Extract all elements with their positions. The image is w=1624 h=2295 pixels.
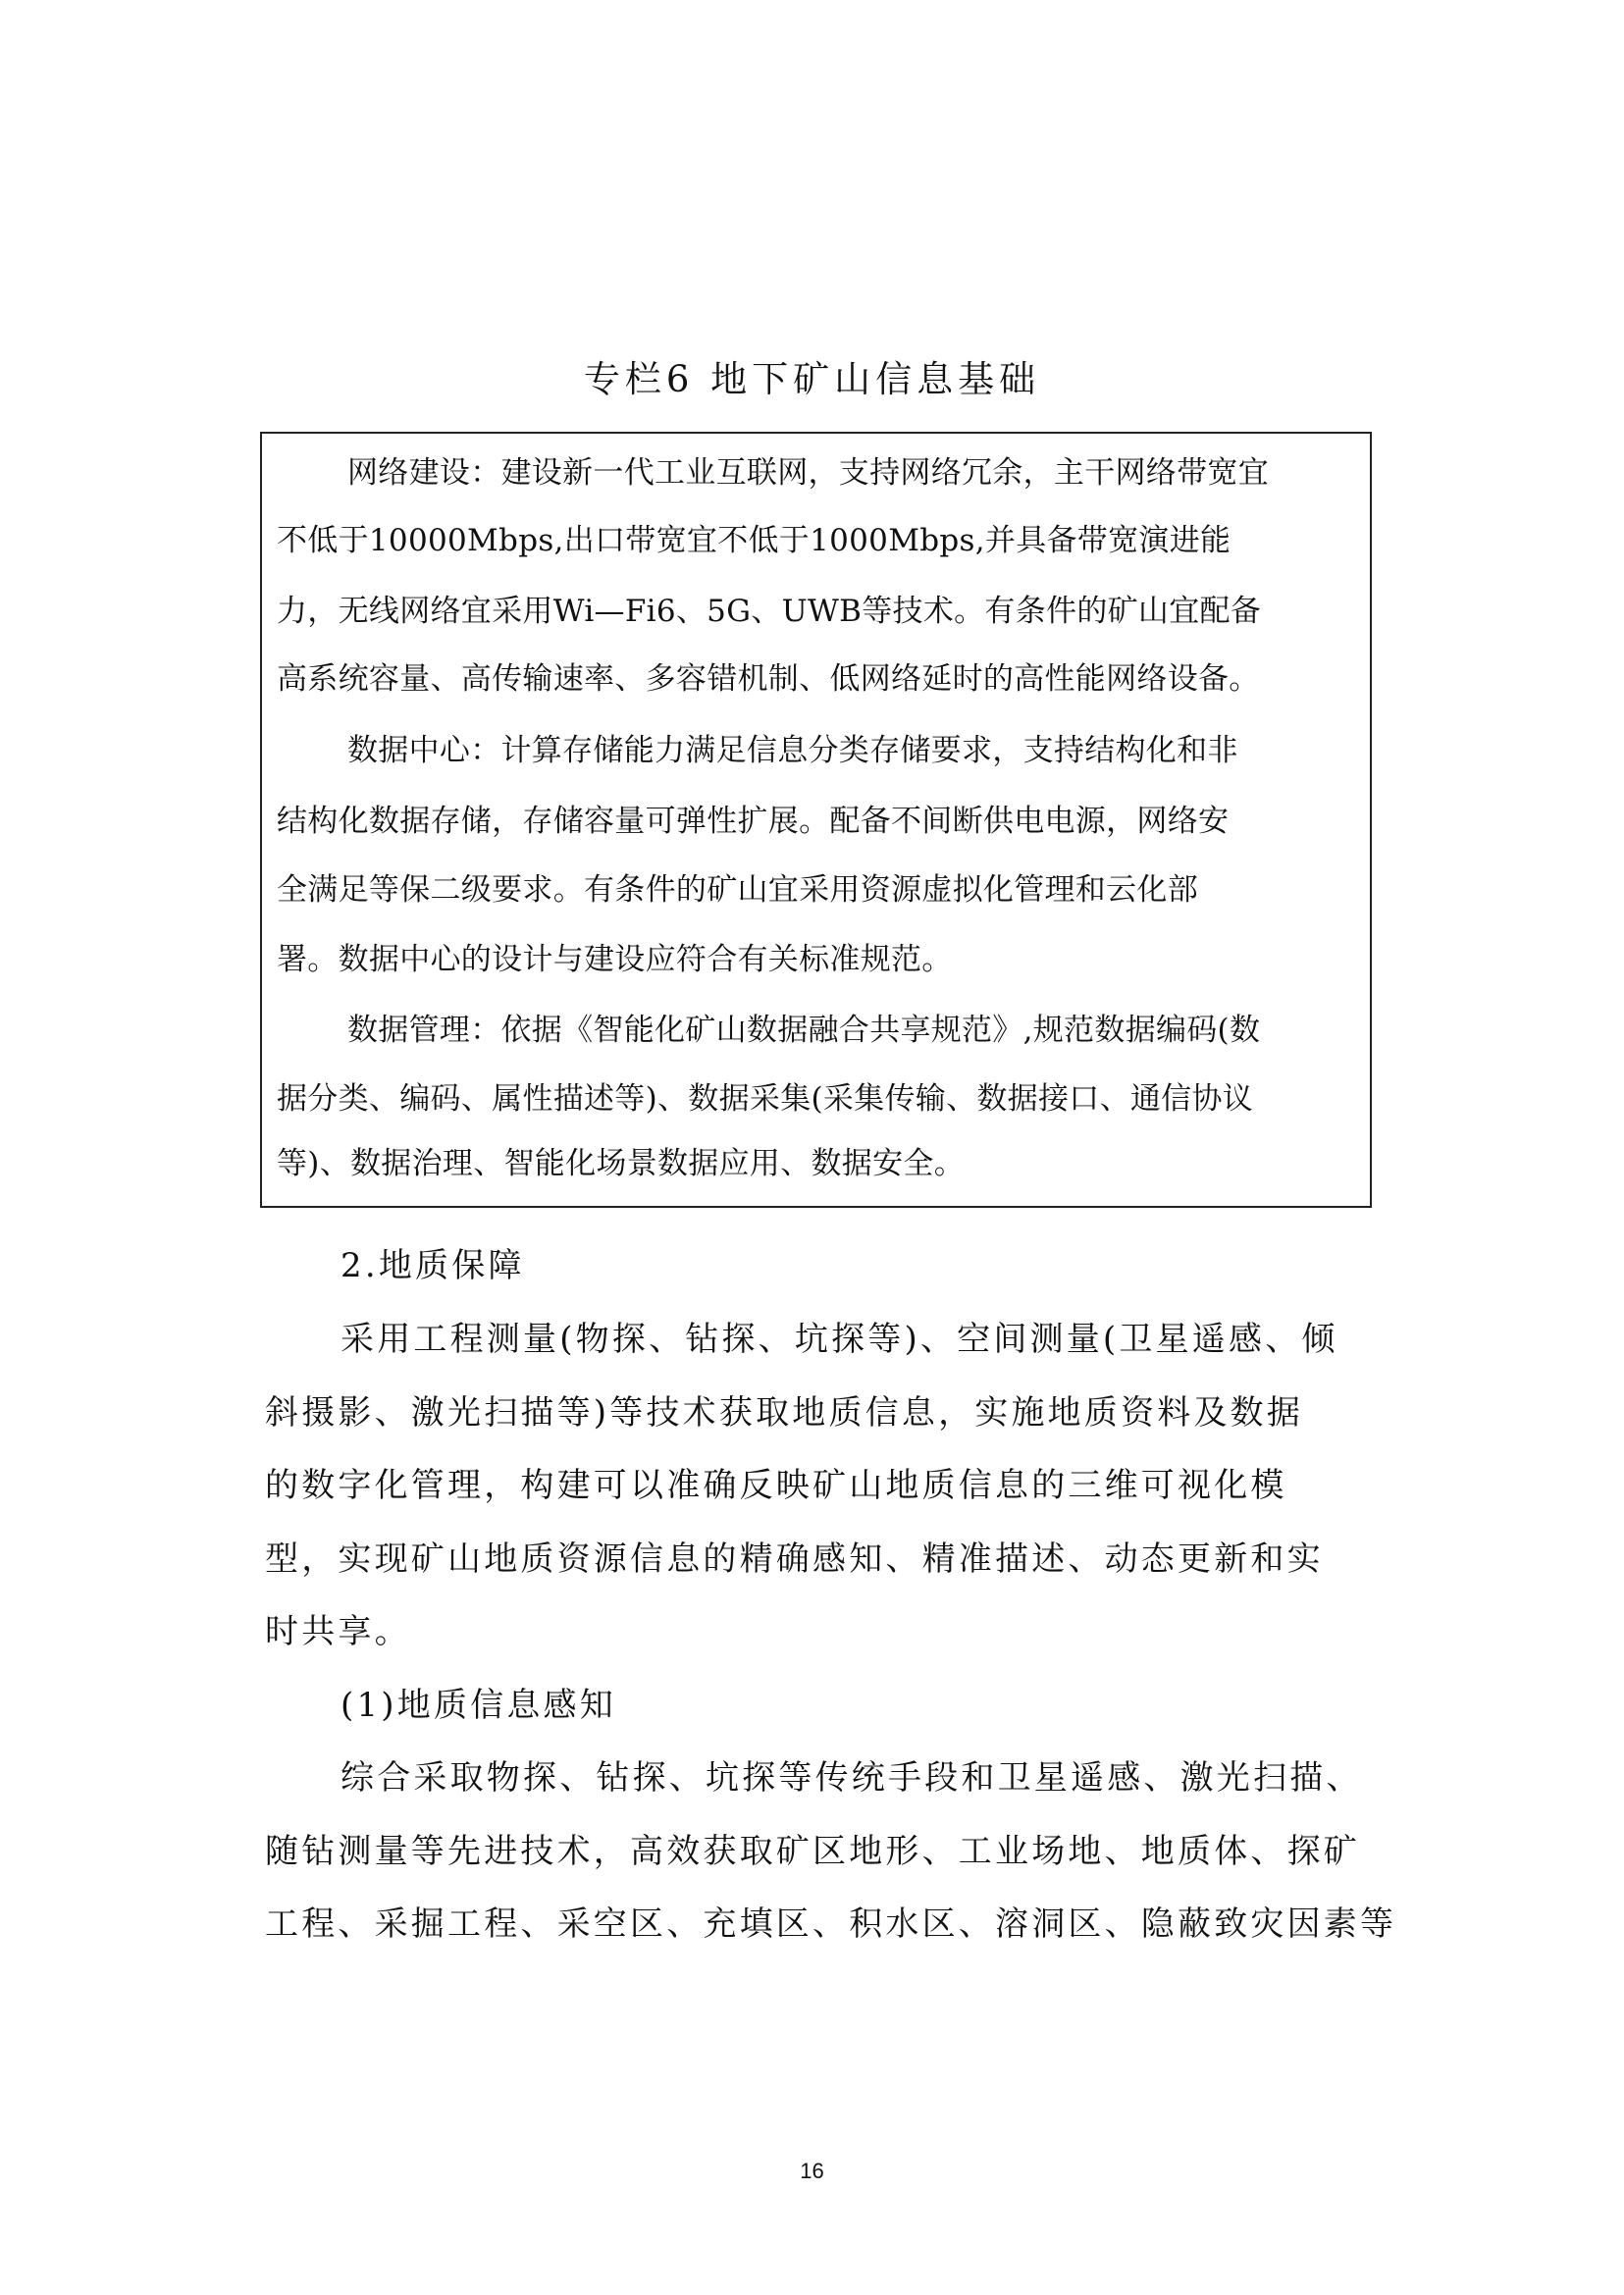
paragraph-line: 的数字化管理，构建可以准确反映矿山地质信息的三维可视化模 bbox=[265, 1466, 1287, 1505]
box-line: 数据管理：依据《智能化矿山数据融合共享规范》,规范数据编码(数 bbox=[347, 1013, 1261, 1048]
paragraph-line: 工程、采掘工程、采空区、充填区、积水区、溶洞区、隐蔽致灾因素等 bbox=[265, 1904, 1397, 1944]
box-line: 网络建设：建设新一代工业互联网，支持网络冗余，主干网络带宽宜 bbox=[347, 455, 1269, 491]
box-title: 专栏6 地下矿山信息基础 bbox=[583, 358, 1041, 400]
box-line: 数据中心：计算存储能力满足信息分类存储要求，支持结构化和非 bbox=[347, 733, 1238, 768]
paragraph-line: 时共享。 bbox=[265, 1612, 411, 1651]
page-number: 16 bbox=[800, 2159, 824, 2183]
box-line: 据分类、编码、属性描述等)、数据采集(采集传输、数据接口、通信协议 bbox=[277, 1081, 1254, 1117]
box-line: 等)、数据治理、智能化场景数据应用、数据安全。 bbox=[277, 1146, 965, 1181]
paragraph-line: 随钻测量等先进技术，高效获取矿区地形、工业场地、地质体、探矿 bbox=[265, 1832, 1360, 1871]
box-line: 力，无线网络宜采用Wi—Fi6、5G、UWB等技术。有条件的矿山宜配备 bbox=[277, 594, 1262, 629]
subsection-heading: (1)地质信息感知 bbox=[341, 1686, 616, 1725]
box-line: 高系统容量、高传输速率、多容错机制、低网络延时的高性能网络设备。 bbox=[277, 661, 1260, 697]
section-heading: 2.地质保障 bbox=[341, 1246, 525, 1285]
paragraph-line: 采用工程测量(物探、钻探、坑探等)、空间测量(卫星遥感、倾 bbox=[341, 1320, 1338, 1359]
paragraph-line: 综合采取物探、钻探、坑探等传统手段和卫星遥感、激光扫描、 bbox=[341, 1758, 1363, 1798]
box-line: 结构化数据存储，存储容量可弹性扩展。配备不间断供电电源，网络安 bbox=[277, 804, 1230, 839]
box-line: 不低于10000Mbps,出口带宽宜不低于1000Mbps,并具备带宽演进能 bbox=[277, 523, 1231, 558]
paragraph-line: 型，实现矿山地质资源信息的精确感知、精准描述、动态更新和实 bbox=[265, 1539, 1324, 1579]
paragraph-line: 斜摄影、激光扫描等)等技术获取地质信息，实施地质资料及数据 bbox=[265, 1393, 1304, 1433]
box-line: 全满足等保二级要求。有条件的矿山宜采用资源虚拟化管理和云化部 bbox=[277, 872, 1198, 908]
box-line: 署。数据中心的设计与建设应符合有关标准规范。 bbox=[277, 942, 953, 977]
